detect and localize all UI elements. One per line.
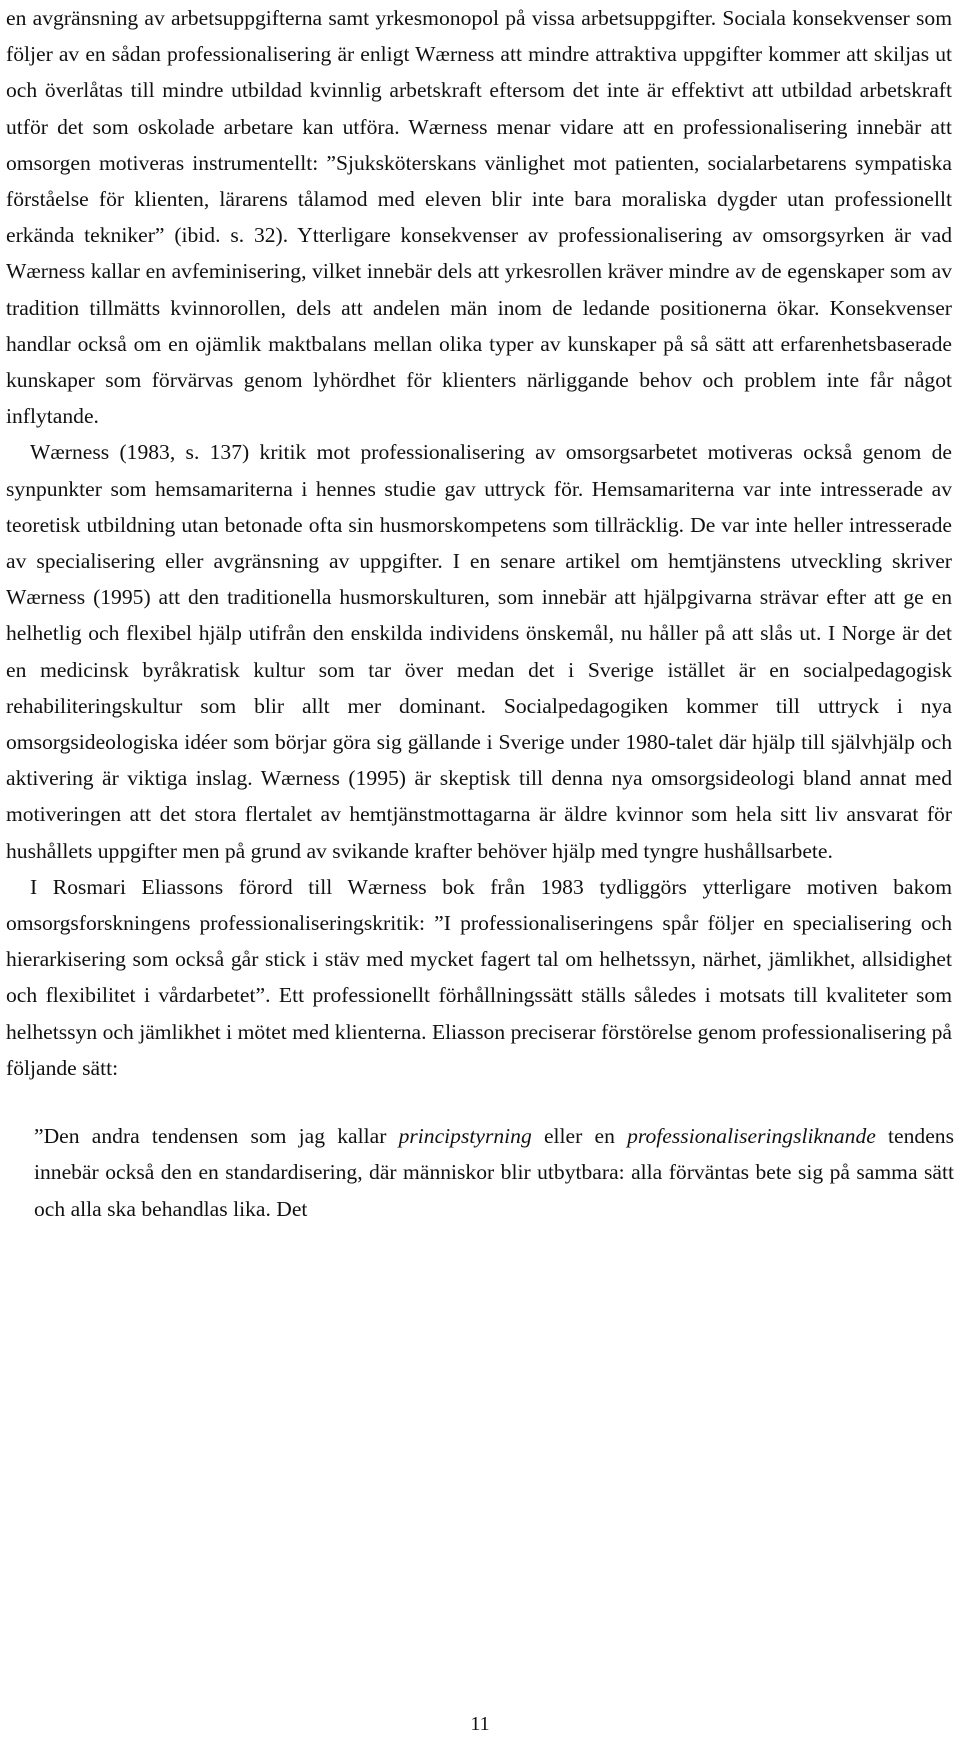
quote-italic-term-2: professionaliseringsliknande bbox=[627, 1124, 876, 1149]
quote-italic-term-1: principstyrning bbox=[398, 1124, 532, 1149]
page-number: 11 bbox=[470, 1713, 490, 1735]
paragraph-2: Wærness (1983, s. 137) kritik mot professionalisering av omsorgsarbetet motiveras också genom de synpunkter som hemsamariterna i hennes studie gav uttryck för. Hemsamariterna var inte intresserade av teoretisk utbildning utan betonade ofta sin husmorskompetens som tillräcklig. De var inte heller intresserade av specialisering eller avgränsning av uppgifter. I en senare artikel om hemtjänstens utveckling skriver Wærness (1995) att den traditionella husmorskulturen, som innebär att hjälpgivarna strävar efter att ge en helhetlig och flexibel hjälp utifrån den enskilda individens önskemål, nu håller på att slås ut. I Norge är det en medicinsk byråkratisk kultur som tar över medan det i Sverige istället är en socialpedagogisk rehabiliteringskultur som blir allt mer dominant. Socialpedagogiken kommer till uttryck i nya omsorgsideologiska idéer som börjar göra sig gällande i Sverige under 1980-talet där hjälp till självhjälp och aktivering är viktiga inslag. Wærness (1995) är skeptisk till denna nya omsorgsideologi bland annat med motiveringen att det stora flertalet av hemtjänstmottagarna är äldre kvinnor som hela sitt liv ansvarat för hushållets uppgifter men på grund av svikande krafter behöver hjälp med tyngre hushållsarbete. bbox=[6, 440, 952, 863]
paragraph-3: I Rosmari Eliassons förord till Wærness bok från 1983 tydliggörs ytterligare motiven bakom omsorgsforskningens professionaliseringskritik: ”I professionaliseringens spår följer en specialisering och hierarkisering som också går stick i stäv med mycket fagert tal om helhetssyn, närhet, jämlikhet, allsidighet och flexibilitet i vårdarbetet”. Ett professionellt förhållningssätt ställs således i motsats till kvaliteter som helhetssyn och jämlikhet i mötet med klienterna. Eliasson preciserar förstörelse genom professionalisering på följande sätt: bbox=[6, 874, 952, 1080]
paragraph-1: en avgränsning av arbetsuppgifterna samt yrkesmonopol på vissa arbetsuppgifter. Sociala konsekvenser som följer av en sådan professionalisering är enligt Wærness att mindre attraktiva uppgifter kommer att skiljas ut och överlåtas till mindre utbildad kvinnlig arbetskraft eftersom det inte är effektivt att utbildad arbetskraft utför det som oskolade arbetare kan utföra. Wærness menar vidare att en professionalisering innebär att omsorgen motiveras instrumentellt: ”Sjuksköterskans vänlighet mot patienten, socialarbetarens sympatiska förståelse för klienten, lärarens tålamod med eleven blir inte bara moraliska dygder utan professionellt erkända tekniker” (ibid. s. 32). Ytterligare konsekvenser av professionalisering av omsorgsyrken är vad Wærness kallar en avfeminisering, vilket innebär dels att yrkesrollen kräver mindre av de egenskaper som av tradition tillmätts kvinnorollen, dels att andelen män inom de ledande positionerna ökar. Konsekvenser handlar också om en ojämlik maktbalans mellan olika typer av kunskaper på så sätt att erfarenhetsbaserade kunskaper som förvärvas genom lyhördhet för klienters närliggande behov och problem inte får något inflytande. bbox=[6, 6, 952, 429]
quote-text-3: tendens innebär också den en standardisering, där människor blir utbytbara: alla förväntas bete sig på samma sätt och alla ska behandlas lika. Det bbox=[34, 1124, 954, 1221]
quote-text-1: ”Den andra tendensen som jag kallar bbox=[34, 1124, 399, 1149]
document-page bbox=[6, 0, 952, 1227]
quote-text-2: eller en bbox=[531, 1124, 628, 1149]
block-quote bbox=[34, 1118, 954, 1227]
